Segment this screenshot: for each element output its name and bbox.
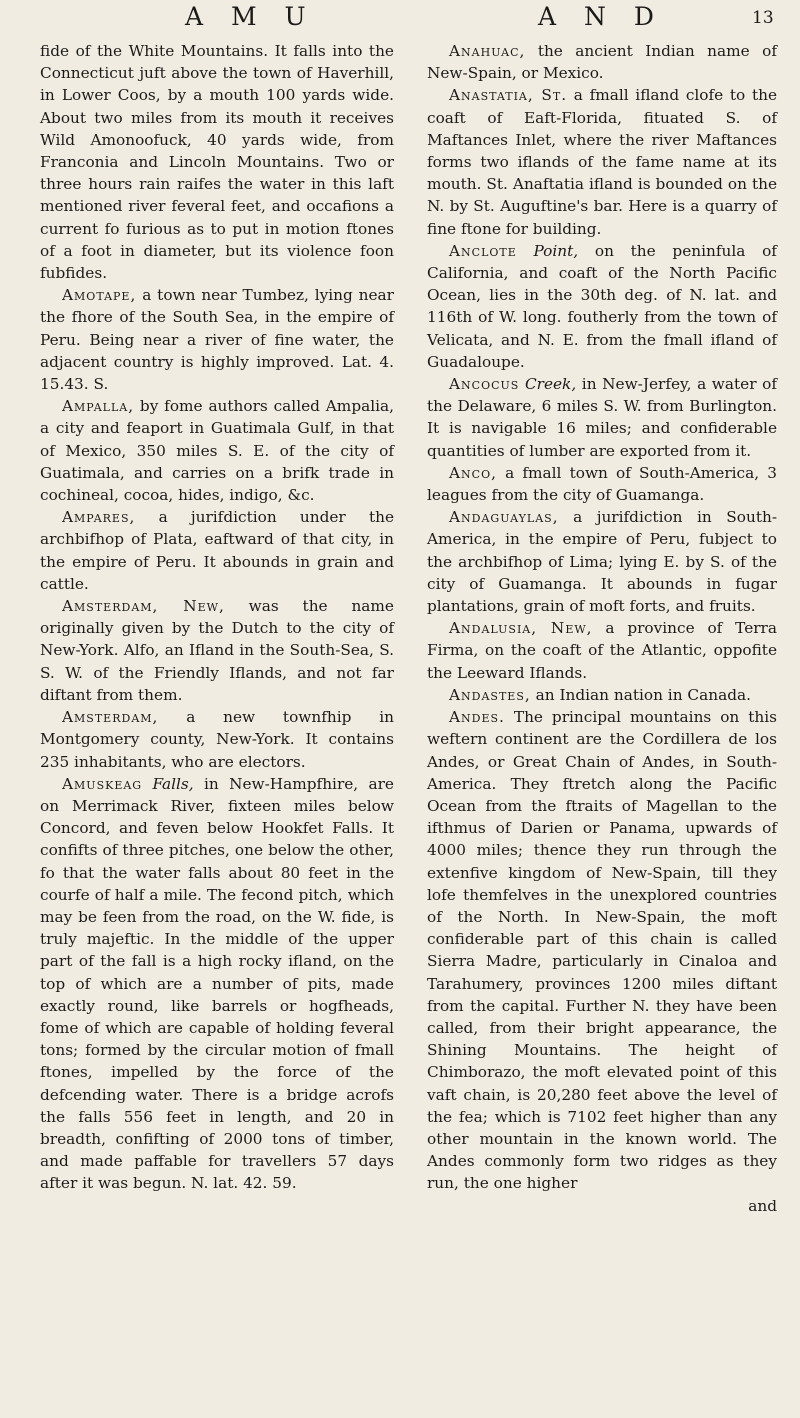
- entry-headword: Anclote: [449, 241, 517, 260]
- entry-anco: [427, 462, 777, 506]
- entry-italic: Creek,: [524, 375, 577, 394]
- entry-text: a fmall ifland clofe to the coaft of Eaft-Florida, fituated S. of Maftances Inlet, where the river Maftances forms two iflands of the fame name at its mouth. St. Anaftatia ifland is bounded on the N. by St. Auguftine's bar. Here is a quarry of fine ftone for building.: [427, 86, 777, 238]
- entry-text: fide of the White Mountains. It falls into the Connecticut juft above the town of Haverhill, in Lower Coos, by a mouth 100 yards wide. About two miles from its mouth it receives Wild Amonoofuck, 40 yards wide, from Franconia and Lincoln Mountains. Two or three hours rain raifes the water in this laft mentioned river feveral feet, and occafions a current fo furious as to put in motion ftones of a foot in diameter, but its violence foon fubfides.: [40, 42, 394, 283]
- catchword: and: [748, 1196, 777, 1215]
- entry-amsterdam-new: [40, 595, 394, 706]
- entry-headword: Amsterdam,: [62, 708, 159, 727]
- left-column: [40, 40, 394, 1195]
- entry-text: in New-Jerfey, a water of the Delaware, 6 miles S. W. from Burlington. It is navigable 16 miles; and confiderable quantities of lumber are exported from it.: [427, 375, 777, 460]
- entry-andalusia: [427, 617, 777, 684]
- entry-text: by fome authors called Ampalia, a city and feaport in Guatimala Gulf, in that of Mexico, 350 miles S. E. of the city of Guatimala, and carries on a brifk trade in cochineal, cocoa, hides, indigo, &c.: [40, 397, 394, 505]
- entry-andaguaylas: [427, 506, 777, 617]
- entry-text: The principal mountains on this weftern continent are the Cordillera de los Andes, or Great Chain of Andes, in South-America. They ftretch along the Pacific Ocean from the ftraits of Magellan to the ifthmus of Darien or Panama, upwards of 4000 miles; thence they run through the extenfive kingdom of New-Spain, till they lofe themfelves in the unexplored countries of the North. In New-Spain, the moft confiderable part of this chain is called Sierra Madre, particularly in Cinaloa and Tarahumery, provinces 1200 miles diftant from the capital. Further N. they have been called, from their bright appearance, the Shining Mountains. The height of Chimborazo, the moft elevated point of this vaft chain, is 20,280 feet above the level of the fea; which is 7102 feet higher than any other mountain in the known world. The Andes commonly form two ridges as they run, the one higher: [427, 708, 777, 1193]
- entry-text: a province of Terra Firma, on the coaft of the Atlantic, oppofite the Leeward Iflands.: [427, 619, 777, 682]
- running-head-right: A N D: [538, 2, 664, 31]
- running-header: [0, 0, 800, 40]
- entry-amotape: [40, 284, 394, 395]
- entry-text: a new townfhip in Montgomery county, New-York. It contains 235 inhabitants, who are electors.: [40, 708, 394, 771]
- entry-headword: Amsterdam, New,: [62, 597, 225, 616]
- entry-ammonoosuck-continued: [40, 40, 394, 284]
- entry-headword: Andaguaylas,: [449, 508, 559, 527]
- entry-text: a jurifdiction under the archbifhop of Plata, eaftward of that city, in the empire of Peru. It abounds in grain and cattle.: [40, 508, 394, 593]
- right-column: [427, 40, 777, 1217]
- entry-headword: Amotape,: [62, 286, 137, 305]
- entry-amuskeag: [40, 773, 394, 1195]
- entry-headword: Ancocus: [449, 375, 520, 394]
- entry-ampalla: [40, 395, 394, 506]
- entry-headword: Ampalla,: [62, 397, 135, 416]
- entry-headword: Ampares,: [62, 508, 136, 527]
- entry-text: in New-Hampfhire, are on Merrimack River, fixteen miles below Concord, and feven below Hookfet Falls. It confifts of three pitches, one below the other, fo that the water falls about 80 feet in the courfe of half a mile. The fecond pitch, which may be feen from the road, on the W. fide, is truly majeftic. In the middle of the upper part of the fall is a high rocky ifland, on the top of which are a number of pits, made exactly round, like barrels or hogfheads, fome of which are capable of holding feveral tons; formed by the circular motion of fmall ftones, impelled by the force of the defcending water. There is a bridge acrofs the falls 556 feet in length, and 20 in breadth, confifting of 2000 tons of timber, and made paffable for travellers 57 days after it was begun. N. lat. 42. 59.: [40, 774, 394, 1193]
- entry-headword: Anco,: [449, 463, 497, 482]
- entry-headword: Andastes,: [449, 685, 531, 704]
- entry-headword: Andes.: [449, 708, 505, 727]
- entry-text: was the name originally given by the Dutch to the city of New-York. Alfo, an Ifland in the South-Sea, S. S. W. of the Friendly Iflands, and not far diftant from them.: [40, 597, 394, 704]
- entry-text: a jurifdiction in South-America, in the empire of Peru, fubject to the archbifhop of Lima; lying E. by S. of the city of Guamanga. It abounds in fugar plantations, grain of moft forts, and fruits.: [427, 508, 777, 616]
- entry-italic: Point,: [533, 241, 579, 260]
- entry-text: on the peninfula of California, and coaft of the North Pacific Ocean, lies in the 30th deg. of N. lat. and 116th of W. long. foutherly from the town of Velicata, and N. E. from the fmall ifland of Guadaloupe.: [427, 241, 777, 371]
- entry-andes: [427, 706, 777, 1194]
- entry-andastes: [427, 684, 777, 706]
- entry-text: a town near Tumbez, lying near the fhore of the South Sea, in the empire of Peru. Being near a river of fine water, the adjacent country is highly improved. Lat. 4. 15.43. S.: [40, 286, 394, 394]
- entry-headword: Anahuac,: [449, 42, 526, 60]
- entry-anclote: [427, 240, 777, 373]
- running-head-left: A M U: [185, 2, 316, 31]
- page-number: 13: [752, 8, 774, 28]
- entry-headword: Anastatia, St.: [449, 86, 568, 105]
- entry-anahuac: [427, 40, 777, 84]
- entry-headword: Amuskeag: [62, 774, 143, 793]
- entry-amsterdam: [40, 706, 394, 773]
- entry-italic: Falls,: [152, 774, 194, 793]
- entry-ampares: [40, 506, 394, 595]
- entry-ancocus: [427, 373, 777, 462]
- entry-anastatia: [427, 84, 777, 239]
- entry-text: a fmall town of South-America, 3 leagues from the city of Guamanga.: [427, 463, 777, 505]
- entry-headword: Andalusia, New,: [449, 619, 593, 638]
- entry-text: the ancient Indian name of New-Spain, or Mexico.: [427, 42, 777, 83]
- entry-text: an Indian nation in Canada.: [535, 685, 751, 704]
